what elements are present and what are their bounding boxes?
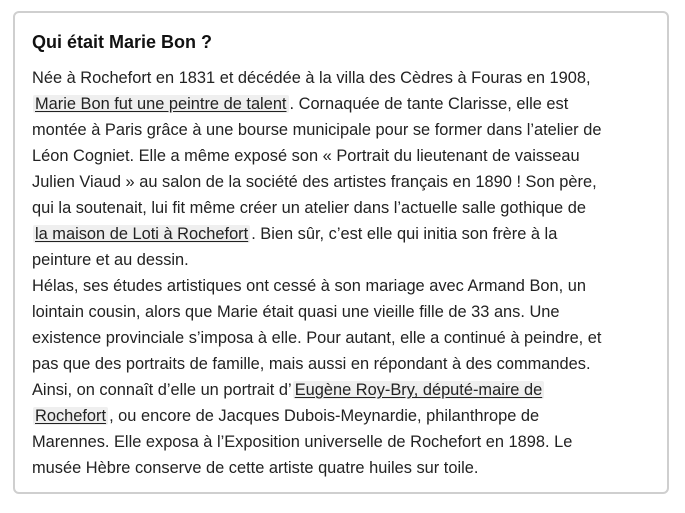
text-fragment: . Cornaquée de tante Clarisse, elle est [289,95,569,113]
article-card [13,11,669,494]
link-eugene-roy-bry-continued[interactable]: Rochefort [35,407,107,425]
text-fragment: Ainsi, on connaît d’elle un portrait d’ [32,381,292,399]
text-line: Née à Rochefort en 1831 et décédée à la villa des Cèdres à Fouras en 1908, [32,69,591,87]
text-line: musée Hèbre conserve de cette artiste quatre huiles sur toile. [32,459,479,477]
link-maison-de-loti[interactable]: la maison de Loti à Rochefort [35,225,249,243]
text-line [32,221,672,247]
text-fragment: . Bien sûr, c’est elle qui initia son frère à la [251,225,558,243]
link-marie-bon-peintre[interactable]: Marie Bon fut une peintre de talent [35,95,287,113]
text-line: Hélas, ses études artistiques ont cessé à son mariage avec Armand Bon, un [32,277,586,295]
link-eugene-roy-bry[interactable]: Eugène Roy-Bry, député-maire de [294,381,543,399]
text-fragment: , ou encore de Jacques Dubois-Meynardie, philanthrope de [109,407,540,425]
text-line [32,403,672,429]
text-line: qui la soutenait, lui fit même créer un atelier dans l’actuelle salle gothique de [32,199,586,217]
text-line: Léon Cogniet. Elle a même exposé son « Portrait du lieutenant de vaisseau [32,147,580,165]
text-line: lointain cousin, alors que Marie était quasi une vieille fille de 33 ans. Une [32,303,560,321]
text-line: existence provinciale s’imposa à elle. Pour autant, elle a continué à peindre, et [32,329,602,347]
article-title: Qui était Marie Bon ? [32,32,213,52]
text-line: pas que des portraits de famille, mais aussi en répondant à des commandes. [32,355,591,373]
text-line: Marennes. Elle exposa à l’Exposition universelle de Rochefort en 1898. Le [32,433,573,451]
text-line: peinture et au dessin. [32,251,189,269]
article-body [32,65,672,481]
text-line: Julien Viaud » au salon de la société des artistes français en 1890 ! Son père, [32,173,597,191]
text-line: montée à Paris grâce à une bourse municipale pour se former dans l’atelier de [32,121,602,139]
text-line [32,91,672,117]
text-line [32,377,672,403]
